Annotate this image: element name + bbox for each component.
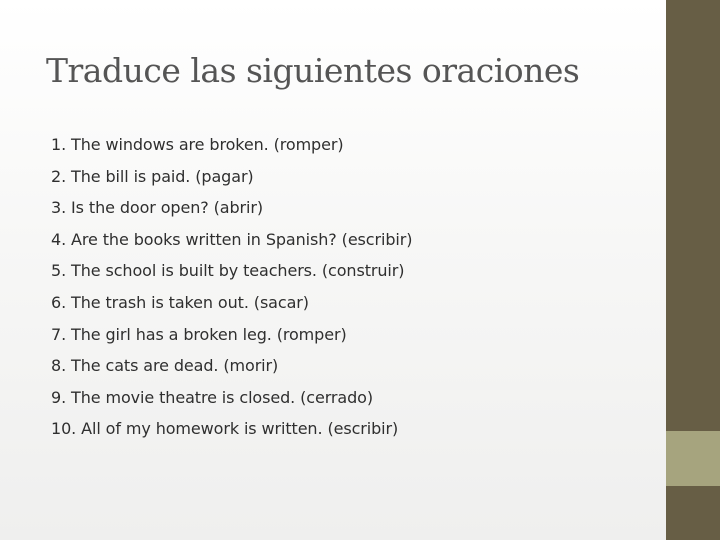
sentence-item: 5. The school is built by teachers. (construir) xyxy=(51,261,405,281)
sentence-item: 10. All of my homework is written. (escribir) xyxy=(51,419,399,439)
sentence-item: 2. The bill is paid. (pagar) xyxy=(51,166,254,186)
sentence-item: 3. Is the door open? (abrir) xyxy=(51,198,263,218)
sidebar-decor-top xyxy=(666,0,720,431)
slide-title: Traduce las siguientes oraciones xyxy=(46,51,580,90)
sentence-item: 8. The cats are dead. (morir) xyxy=(51,356,279,376)
sentence-item: 9. The movie theatre is closed. (cerrado) xyxy=(51,387,373,407)
sentence-list xyxy=(51,129,412,445)
sentence-item: 4. Are the books written in Spanish? (escribir) xyxy=(51,229,413,249)
sentence-item: 7. The girl has a broken leg. (romper) xyxy=(51,324,347,344)
sentence-item: 6. The trash is taken out. (sacar) xyxy=(51,292,309,312)
sentence-item: 1. The windows are broken. (romper) xyxy=(51,135,344,154)
sidebar-decor-bottom xyxy=(666,486,720,540)
sidebar-decor-accent-band xyxy=(666,431,720,486)
